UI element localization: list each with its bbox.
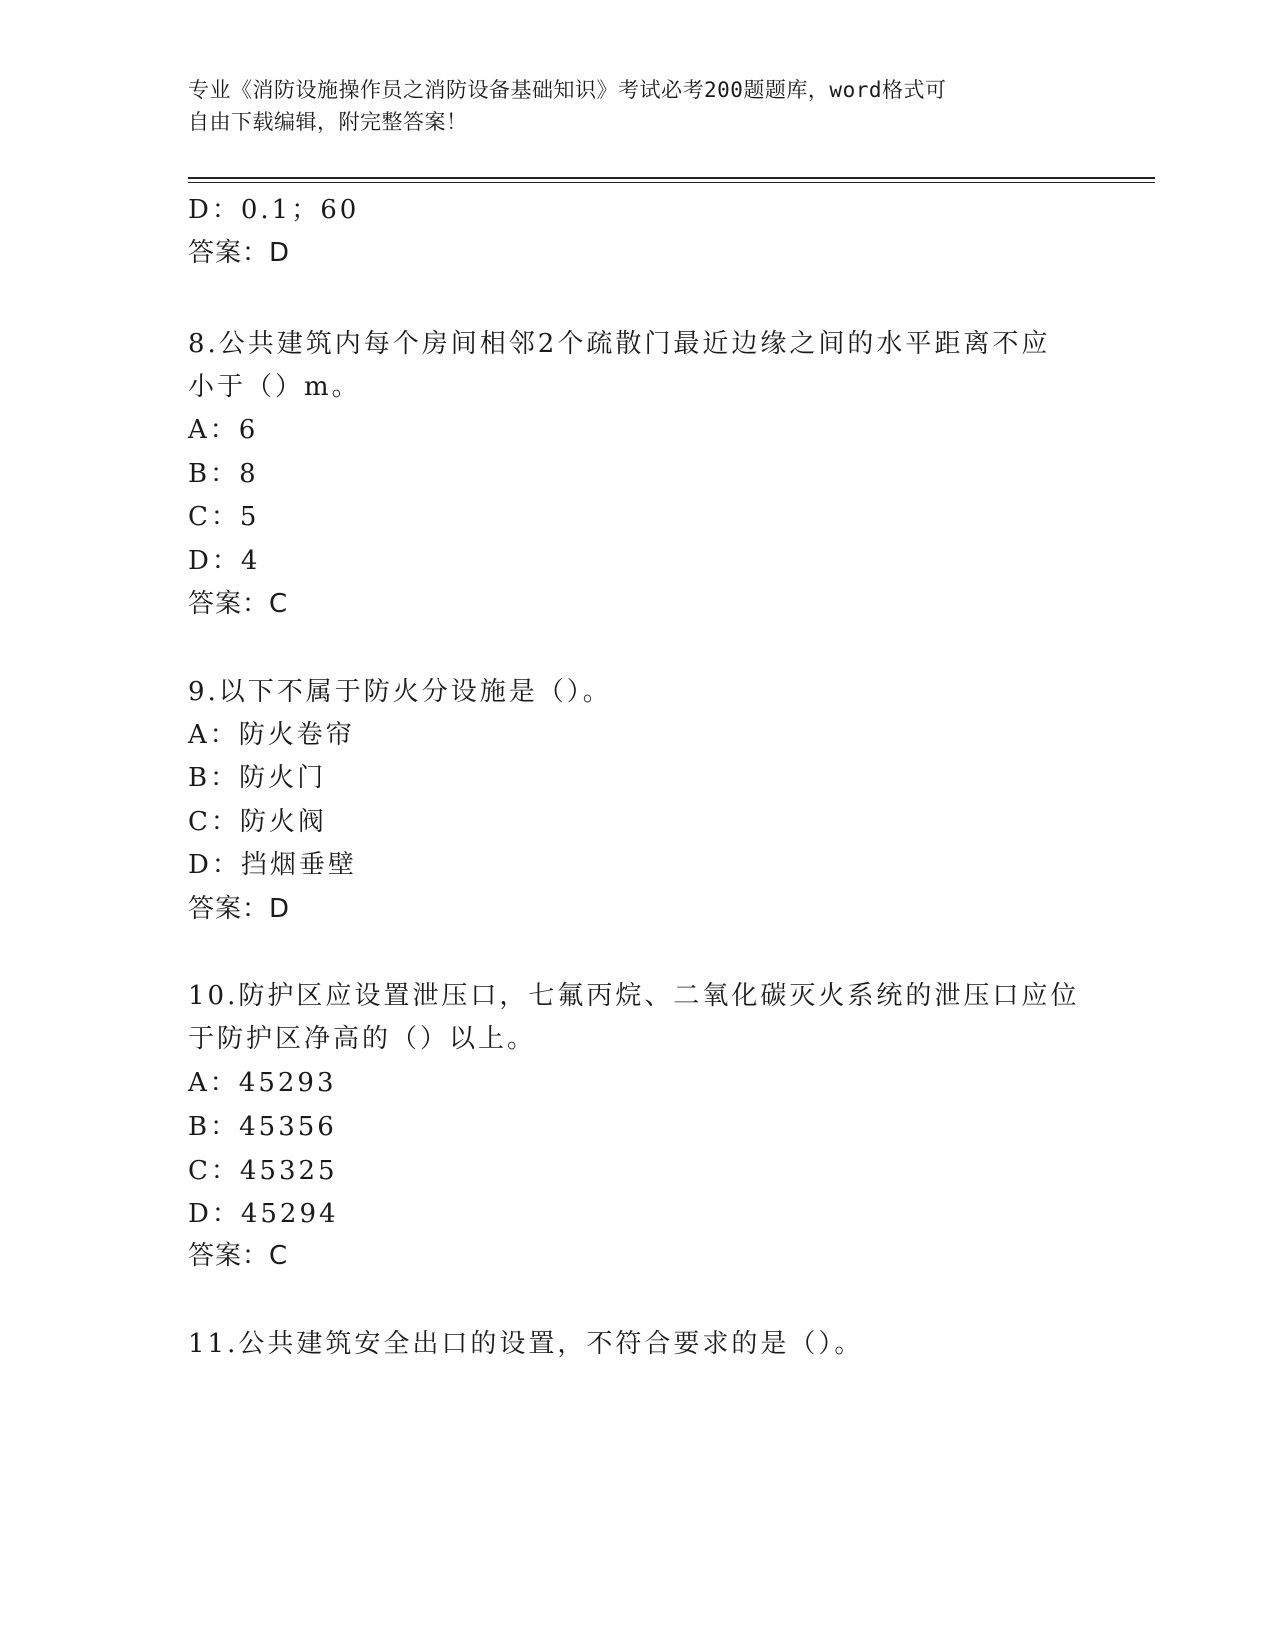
option-b: B：防火门: [188, 763, 327, 793]
question-stem: 8.公共建筑内每个房间相邻2个疏散门最近边缘之间的水平距离不应: [188, 329, 1051, 359]
header-line-1: 专业《消防设施操作员之消防设备基础知识》考试必考200题题库，word格式可: [188, 78, 947, 102]
option-a: A：45293: [188, 1068, 337, 1098]
option-a: A：防火卷帘: [188, 720, 355, 750]
header-rule-thin: [188, 182, 1155, 183]
question-stem: 10.防护区应设置泄压口，七氟丙烷、二氧化碳灭火系统的泄压口应位: [188, 981, 1080, 1011]
option-d: D：45294: [188, 1199, 339, 1229]
answer-label: 答案：D: [188, 238, 291, 268]
header-rule-thick: [188, 177, 1155, 179]
answer-label: 答案：C: [188, 1241, 289, 1271]
option-d: D：挡烟垂壁: [188, 850, 357, 880]
option-d: D：4: [188, 546, 261, 576]
option-d: D：0.1；60: [188, 195, 360, 225]
question-stem-continued: 于防护区净高的（）以上。: [188, 1024, 537, 1054]
question-stem: 9.以下不属于防火分设施是（）。: [188, 677, 612, 707]
answer-label: 答案：D: [188, 894, 291, 924]
option-c: C：45325: [188, 1156, 338, 1186]
question-stem-continued: 小于（）m。: [188, 372, 361, 402]
option-c: C：5: [188, 502, 260, 532]
header-line-2: 自由下载编辑，附完整答案！: [188, 110, 468, 134]
option-b: B：8: [188, 459, 259, 489]
page-header: [188, 74, 1068, 138]
question-stem: 11.公共建筑安全出口的设置，不符合要求的是（）。: [188, 1329, 864, 1359]
option-c: C：防火阀: [188, 807, 327, 837]
option-a: A：6: [188, 415, 259, 445]
answer-label: 答案：C: [188, 589, 289, 619]
option-b: B：45356: [188, 1112, 337, 1142]
